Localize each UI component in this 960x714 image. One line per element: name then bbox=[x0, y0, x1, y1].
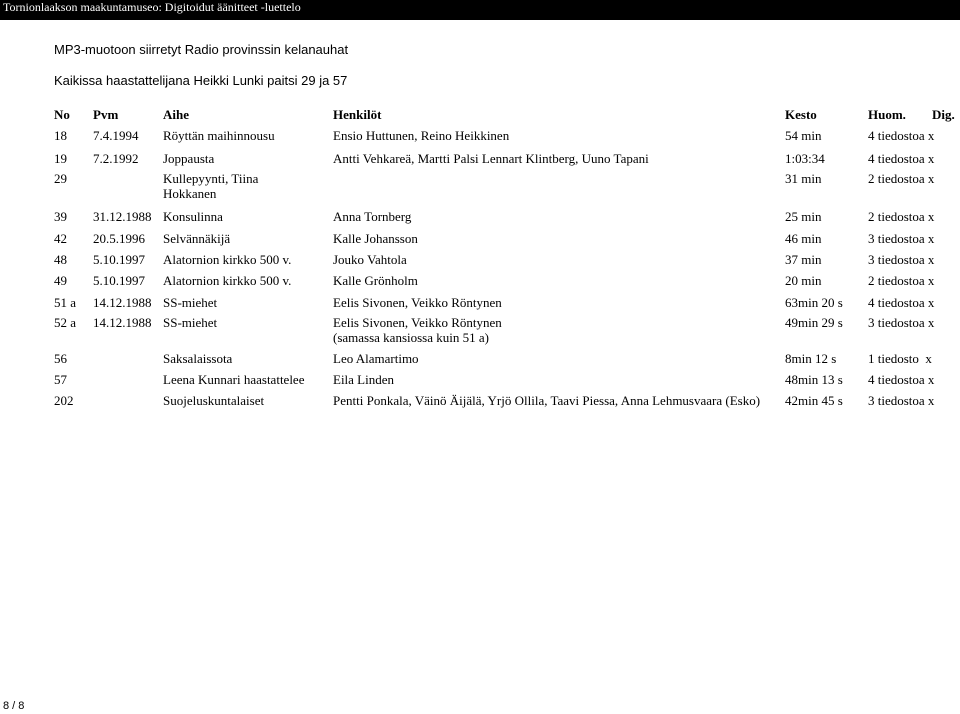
document-subheading: Kaikissa haastattelijana Heikki Lunki paitsi 29 ja 57 bbox=[54, 73, 348, 88]
row-no: 29 bbox=[54, 171, 67, 186]
row-huom: 4 tiedostoa x bbox=[868, 128, 935, 143]
row-no: 42 bbox=[54, 231, 67, 246]
row-kesto: 37 min bbox=[785, 252, 822, 267]
row-kesto: 25 min bbox=[785, 209, 822, 224]
row-huom: 4 tiedostoa x bbox=[868, 372, 935, 387]
row-huom: 4 tiedostoa x bbox=[868, 295, 935, 310]
row-henkilot: Jouko Vahtola bbox=[333, 252, 407, 267]
row-no: 51 a bbox=[54, 295, 77, 310]
row-huom: 1 tiedosto x bbox=[868, 351, 932, 366]
row-pvm: 5.10.1997 bbox=[93, 273, 145, 288]
row-kesto: 48min 13 s bbox=[785, 372, 843, 387]
row-huom: 2 tiedostoa x bbox=[868, 171, 935, 186]
row-kesto: 42min 45 s bbox=[785, 393, 843, 408]
row-henkilot: Leo Alamartimo bbox=[333, 351, 419, 366]
row-huom: 4 tiedostoa x bbox=[868, 151, 935, 166]
row-aihe: Alatornion kirkko 500 v. bbox=[163, 252, 292, 267]
row-no: 202 bbox=[54, 393, 74, 408]
row-aihe: Kullepyynti, Tiina Hokkanen bbox=[163, 171, 259, 201]
column-header-henkilot: Henkilöt bbox=[333, 107, 382, 122]
row-kesto: 1:03:34 bbox=[785, 151, 825, 166]
row-henkilot: Eelis Sivonen, Veikko Röntynen bbox=[333, 295, 502, 310]
column-header-aihe: Aihe bbox=[163, 107, 189, 122]
row-aihe: Joppausta bbox=[163, 151, 215, 166]
row-henkilot: Pentti Ponkala, Väinö Äijälä, Yrjö Ollila, Taavi Piessa, Anna Lehmusvaara (Esko) bbox=[333, 393, 761, 408]
row-huom: 2 tiedostoa x bbox=[868, 273, 935, 288]
column-header-huom: Huom. bbox=[868, 107, 906, 122]
row-kesto: 63min 20 s bbox=[785, 295, 843, 310]
row-henkilot: Eelis Sivonen, Veikko Röntynen (samassa kansiossa kuin 51 a) bbox=[333, 315, 502, 345]
page-header-title: Tornionlaakson maakuntamuseo: Digitoidut äänitteet -luettelo bbox=[3, 0, 301, 14]
page-header bbox=[0, 0, 960, 20]
row-huom: 3 tiedostoa x bbox=[868, 252, 935, 267]
row-kesto: 54 min bbox=[785, 128, 822, 143]
row-aihe: Selvännäkijä bbox=[163, 231, 231, 246]
row-no: 39 bbox=[54, 209, 67, 224]
row-aihe: Alatornion kirkko 500 v. bbox=[163, 273, 292, 288]
row-kesto: 8min 12 s bbox=[785, 351, 837, 366]
row-henkilot: Ensio Huttunen, Reino Heikkinen bbox=[333, 128, 510, 143]
row-aihe: Leena Kunnari haastattelee bbox=[163, 372, 305, 387]
column-header-pvm: Pvm bbox=[93, 107, 119, 122]
row-kesto: 49min 29 s bbox=[785, 315, 843, 330]
row-kesto: 20 min bbox=[785, 273, 822, 288]
row-no: 48 bbox=[54, 252, 67, 267]
row-huom: 3 tiedostoa x bbox=[868, 231, 935, 246]
row-pvm: 7.4.1994 bbox=[93, 128, 139, 143]
row-aihe: SS-miehet bbox=[163, 315, 218, 330]
row-aihe: Suojeluskuntalaiset bbox=[163, 393, 265, 408]
row-pvm: 14.12.1988 bbox=[93, 295, 152, 310]
row-pvm: 31.12.1988 bbox=[93, 209, 152, 224]
row-no: 57 bbox=[54, 372, 67, 387]
row-pvm: 20.5.1996 bbox=[93, 231, 145, 246]
row-pvm: 5.10.1997 bbox=[93, 252, 145, 267]
row-aihe: Konsulinna bbox=[163, 209, 223, 224]
row-no: 49 bbox=[54, 273, 67, 288]
document-heading: MP3-muotoon siirretyt Radio provinssin kelanauhat bbox=[54, 42, 349, 57]
column-header-kesto: Kesto bbox=[785, 107, 817, 122]
row-aihe: Saksalaissota bbox=[163, 351, 233, 366]
row-huom: 2 tiedostoa x bbox=[868, 209, 935, 224]
row-huom: 3 tiedostoa x bbox=[868, 393, 935, 408]
page-number: 8 / 8 bbox=[3, 700, 25, 712]
row-henkilot: Antti Vehkareä, Martti Palsi Lennart Klintberg, Uuno Tapani bbox=[333, 151, 649, 166]
row-henkilot: Eila Linden bbox=[333, 372, 395, 387]
row-no: 19 bbox=[54, 151, 67, 166]
row-no: 56 bbox=[54, 351, 67, 366]
row-pvm: 14.12.1988 bbox=[93, 315, 152, 330]
row-pvm: 7.2.1992 bbox=[93, 151, 139, 166]
row-no: 18 bbox=[54, 128, 67, 143]
row-aihe: SS-miehet bbox=[163, 295, 218, 310]
row-kesto: 31 min bbox=[785, 171, 822, 186]
row-aihe: Röyttän maihinnousu bbox=[163, 128, 275, 143]
row-no: 52 a bbox=[54, 315, 77, 330]
row-kesto: 46 min bbox=[785, 231, 822, 246]
row-huom: 3 tiedostoa x bbox=[868, 315, 935, 330]
row-henkilot: Kalle Johansson bbox=[333, 231, 418, 246]
row-henkilot: Kalle Grönholm bbox=[333, 273, 418, 288]
column-header-no: No bbox=[54, 107, 70, 122]
row-henkilot: Anna Tornberg bbox=[333, 209, 412, 224]
column-header-dig: Dig. bbox=[932, 107, 955, 122]
